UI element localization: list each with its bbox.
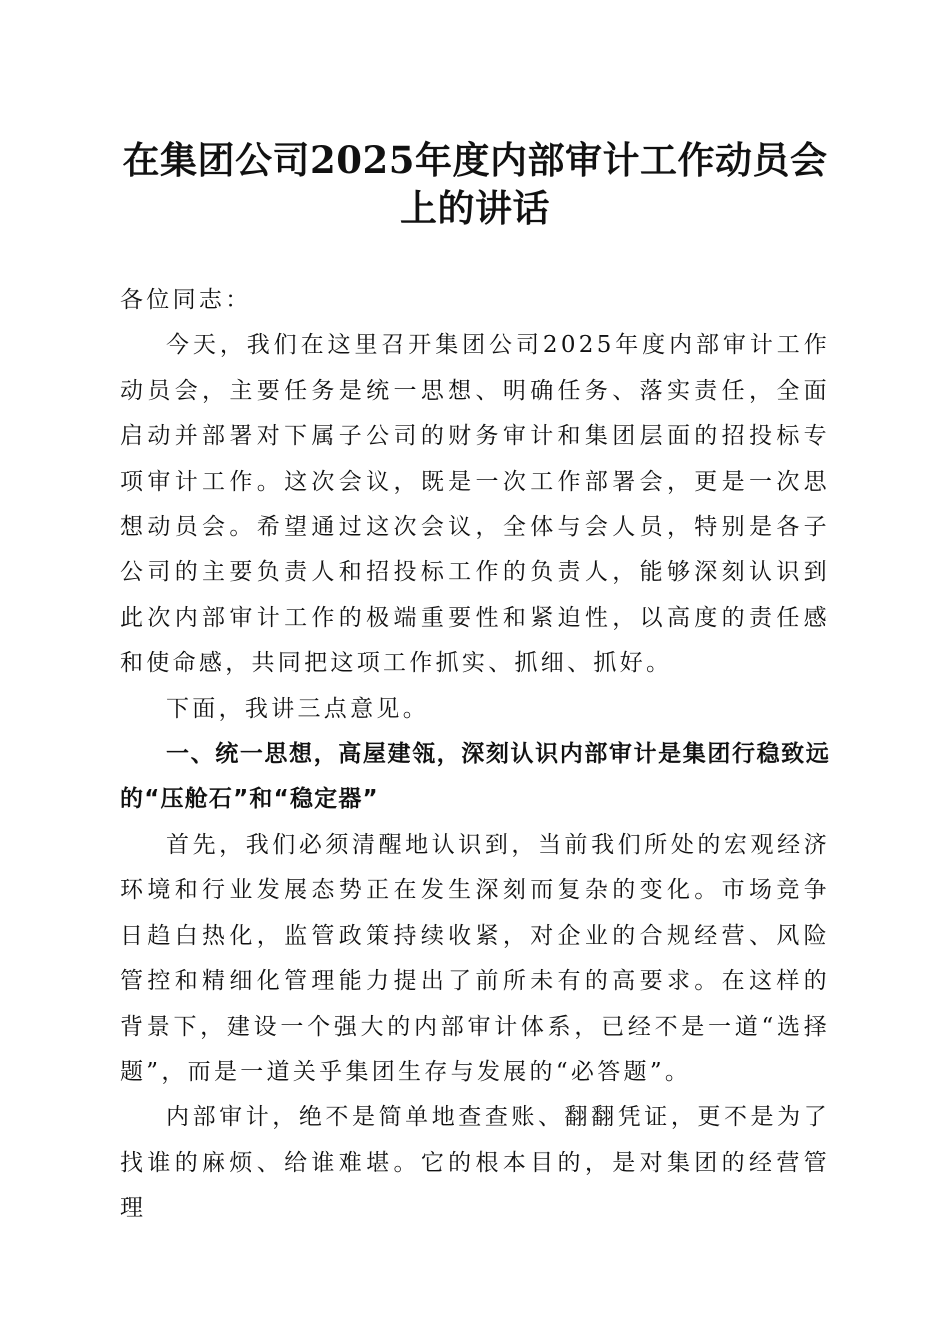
salutation: 各位同志： [120, 287, 252, 313]
paragraph-context: 首先，我们必须清醒地认识到，当前我们所处的宏观经济环境和行业发展态势正在发生深刻而复杂的变化。市场竞争日趋白热化，监管政策持续收紧，对企业的合规经营、风险管控和精细化管理能力提出了前所未有的高要求。在这样的背景下，建设一个强大的内部审计体系，已经不是一道“选择题”，而是一道关乎集团生存与发展的“必答题”。 [120, 831, 830, 1085]
paragraph-opening: 今天，我们在这里召开集团公司2025年度内部审计工作动员会，主要任务是统一思想、明确任务、落实责任，全面启动并部署对下属子公司的财务审计和集团层面的招投标专项审计工作。这次会议，既是一次工作部署会，更是一次思想动员会。希望通过这次会议，全体与会人员，特别是各子公司的主要负责人和招投标工作的负责人，能够深刻认识到此次内部审计工作的极端重要性和紧迫性，以高度的责任感和使命感，共同把这项工作抓实、抓细、抓好。 [120, 332, 830, 677]
document-body [120, 278, 830, 1232]
section-heading-one: 一、统一思想，高屋建瓴，深刻认识内部审计是集团行稳致远的“压舱石”和“稳定器” [120, 741, 830, 813]
paragraph-outline: 下面，我讲三点意见。 [166, 695, 429, 722]
document-title: 在集团公司2025年度内部审计工作动员会上的讲话 [122, 138, 828, 230]
paragraph-audit-purpose: 内部审计，绝不是简单地查查账、翻翻凭证，更不是为了找谁的麻烦、给谁难堪。它的根本目的，是对集团的经营管理 [120, 1104, 830, 1222]
